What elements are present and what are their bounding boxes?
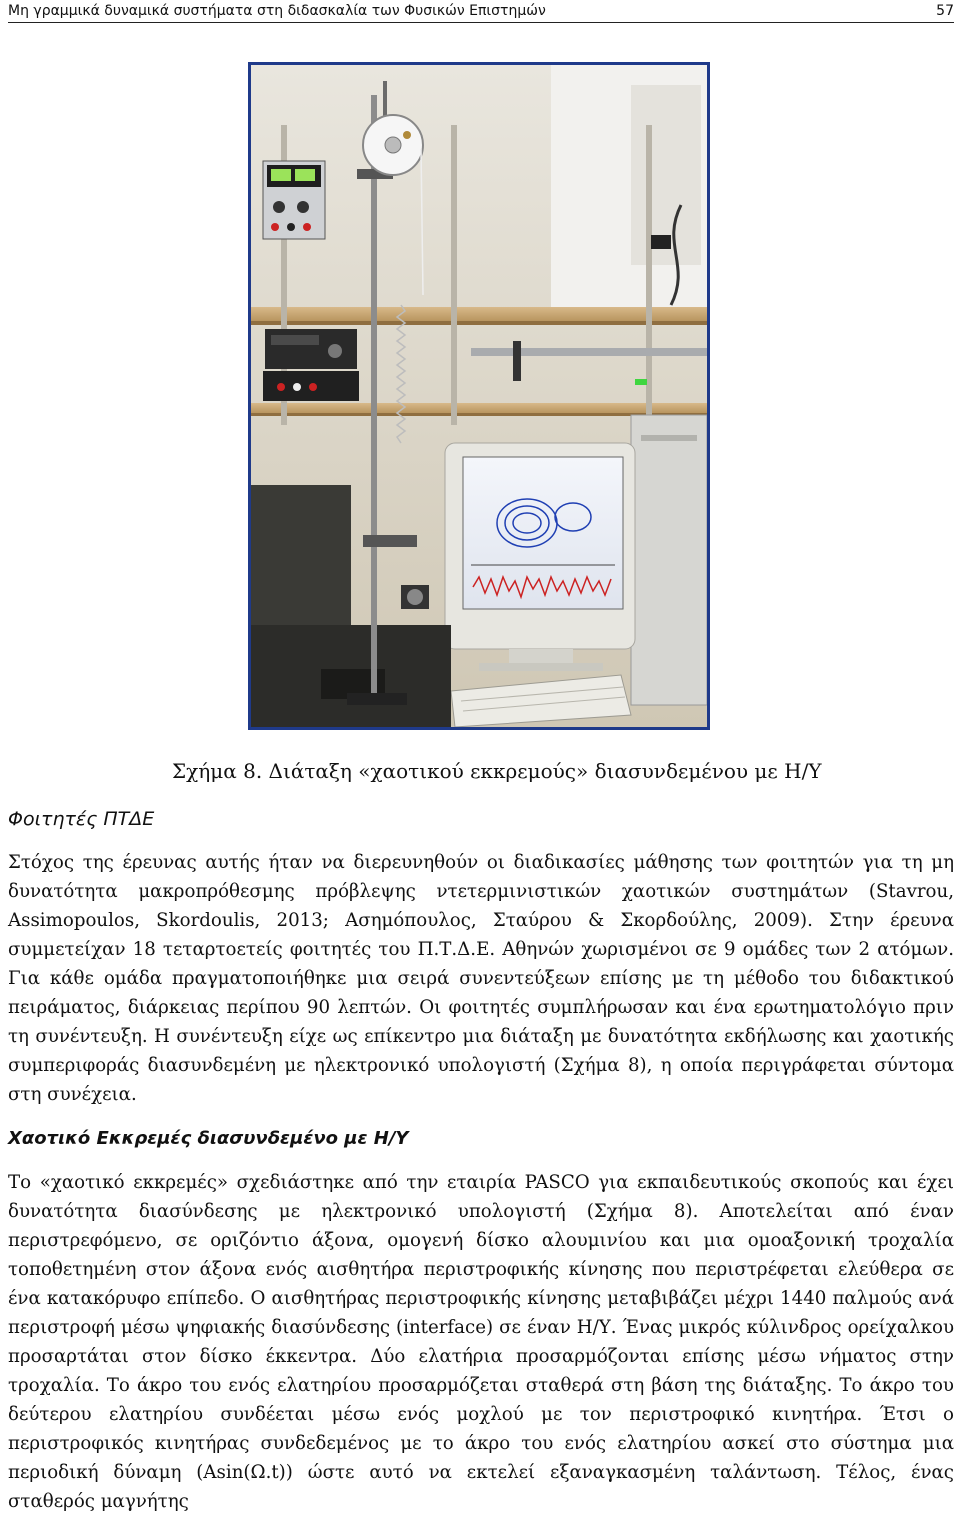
side-label: Φοιτητές ΠΤΔΕ — [8, 808, 155, 830]
page-number: 57 — [936, 3, 954, 19]
running-header-title: Μη γραμμικά δυναμικά συστήματα στη διδασκαλία των Φυσικών Επιστημών — [8, 3, 546, 19]
body-paragraph-2: Το «χαοτικό εκκρεμές» σχεδιάστηκε από την εταιρία PASCO για εκπαιδευτικούς σκοπούς και έχει δυνατότητα διασύνδεσης με ηλεκτρονικό υπολογιστή (Σχήμα 8). Αποτελείται από έναν περιστρεφόμενο, σε οριζόντιο άξονα, ομογενή δίσκο αλουμινίου και μια ομοαξονική τροχαλία τοποθετημένη στον άξονα ενός αισθητήρα περιστροφικής κίνησης που περιστρέφεται ελεύθερα σε ένα κατακόρυφο επίπεδο. Ο αισθητήρας περιστροφικής κίνησης μεταβιβάζει μέχρι 1440 παλμούς ανά περιστροφή μέσω ψηφιακής διασύνδεσης (interface) σε έναν Η/Υ. Ένας μικρός κύλινδρος ορείχαλκου προσαρτάται στον δίσκο έκκεντρα. Δύο ελατήρια προσαρμόζονται επίσης μέσω νήματος στην τροχαλία. Το άκρο του ενός ελατηρίου προσαρμόζεται σταθερά στη βάση της διάταξης. Το άκρο του δεύτερου ελατηρίου συνδέεται μέσω ενός μοχλού με τον περιστροφικό κινητήρα. Έτσι ο περιστροφικός κινητήρας συνδεδεμένος με το άκρο του ενός ελατηρίου ασκεί στο σύστημα μια περιοδική δύναμη (Asin(Ω.t)) ώστε αυτό να εκτελεί εξαναγκασμένη ταλάντωση. Τέλος, ένας σταθερός μαγνήτης — [8, 1172, 954, 1512]
running-header — [8, 0, 954, 23]
section-title: Χαοτικό Εκκρεμές διασυνδεμένο με Η/Υ — [8, 1128, 409, 1149]
figure-caption: Σχήμα 8. Διάταξη «χαοτικού εκκρεμούς» διασυνδεμένου με Η/Υ — [172, 759, 822, 783]
figure-photo-chaotic-pendulum — [248, 62, 710, 730]
body-paragraph-1: Στόχος της έρευνας αυτής ήταν να διερευνηθούν οι διαδικασίες μάθησης των φοιτητών για τη μη δυνατότητα μακροπρόθεσμης πρόβλεψης ντετερμινιστικών χαοτικών συστημάτων (Stavrou, Assimopoulos, Skordoulis, 2013; Ασημόπουλος, Σταύρου & Σκορδούλης, 2009). Στην έρευνα συμμετείχαν 18 τεταρτοετείς φοιτητές του Π.Τ.Δ.Ε. Αθηνών χωρισμένοι σε 9 ομάδες των 2 ατόμων. Για κάθε ομάδα πραγματοποιήθηκε μια σειρά συνεντεύξεων επίσης με τη μέθοδο του διδακτικού πειράματος, διάρκειας περίπου 90 λεπτών. Οι φοιτητές συμπλήρωσαν και ένα ερωτηματολόγιο πριν τη συνέντευξη. Η συνέντευξη είχε ως επίκεντρο μια διάταξη με δυνατότητα εκδήλωσης και χαοτικής συμπεριφοράς διασυνδεμένη με ηλεκτρονικό υπολογιστή (Σχήμα 8), η οποία περιγράφεται σύντομα στη συνέχεια. — [8, 852, 954, 1105]
